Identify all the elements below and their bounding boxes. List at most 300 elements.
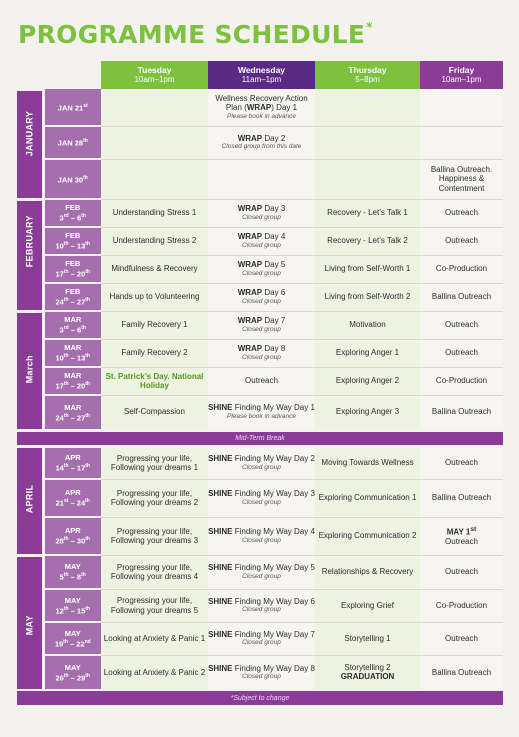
thursday-session [315,255,420,283]
friday-session [420,89,503,126]
friday-session [420,589,503,622]
ordinal-suffix: th [85,412,90,419]
date-cell [43,555,101,589]
header-friday: Friday 10am–1pm [420,61,503,89]
schedule-row [17,622,503,655]
text: – 20 [68,381,86,391]
friday-session [420,395,503,430]
text: Co-Production [435,376,488,386]
schedule-row [17,89,503,126]
friday-session [420,367,503,395]
tuesday-session [101,339,208,367]
wednesday-session [208,517,315,555]
month-label [17,89,43,199]
schedule-row [17,395,503,430]
thursday-session [315,311,420,339]
text: FEBRUARY [24,215,35,268]
ordinal-suffix: th [85,381,90,388]
schedule-row [17,283,503,311]
ordinal-suffix: th [85,672,90,679]
text: WRAP [237,133,263,143]
text: JAN 30 [57,175,84,185]
tuesday-session [101,311,208,339]
wednesday-session [208,159,315,199]
text: JAN 28 [57,138,84,148]
text: SHINE [208,489,233,499]
friday-session [420,655,503,690]
text: WRAP [237,288,263,298]
text: Finding My Way Day 5 [232,563,315,573]
text: MAR [64,343,82,353]
footnote [17,690,503,705]
tuesday-session [101,622,208,655]
text: Closed group [242,498,281,506]
wednesday-session [208,655,315,690]
text: St. Patrick’s Day. National Holiday [105,371,204,390]
tuesday-session [101,89,208,126]
date-cell [43,517,101,555]
wednesday-session [208,227,315,255]
friday-session [420,339,503,367]
text: Closed group [242,673,281,680]
text: Closed group [242,325,281,333]
date-cell [43,655,101,690]
text: MAY [64,662,81,672]
text: WRAP [237,316,263,326]
date-cell [43,227,101,255]
text: – 22 [67,639,85,649]
text: Finding My Way Day 1 [232,403,315,413]
tuesday-session [101,126,208,159]
text: Outreach [445,567,478,577]
text: – 29 [68,673,86,683]
friday-session [420,517,503,555]
text: APR [64,453,81,462]
text: WRAP [237,260,263,270]
thursday-session [315,622,420,655]
ordinal-suffix: th [63,605,69,612]
header-tuesday: Tuesday 10am–1pm [101,61,208,89]
wednesday-session [208,555,315,589]
wednesday-session [208,126,315,159]
friday-session [420,227,503,255]
text: Progressing your life, Following your dreams 2 [110,488,199,507]
friday-session [420,311,503,339]
text: MAY [64,562,81,572]
text: Co-Production [435,600,488,610]
friday-session [420,159,503,199]
thursday-session [315,339,420,367]
text: Closed group [242,572,281,580]
text: MAR [64,315,82,325]
ordinal-suffix: th [83,138,88,145]
month-label [17,555,43,690]
ordinal-suffix: st [63,498,69,505]
mid-term-break [17,430,503,446]
ordinal-suffix: th [63,463,69,469]
text: SHINE [208,403,233,413]
text: Recovery - Let’s Talk 2 [327,236,408,246]
text: 24 [55,413,64,422]
text: Closed group [242,297,281,305]
friday-session [420,199,503,227]
text: Ballina Outreach. Happiness & Contentment [430,164,493,193]
text: 17 [55,381,64,391]
text: Finding My Way Day 6 [232,596,315,606]
date-cell [43,446,101,479]
text: – 27 [68,413,86,422]
friday-session [420,283,503,311]
thursday-session [315,555,420,589]
text: – 17 [68,463,86,473]
tuesday-session [101,589,208,622]
date-cell [43,126,101,159]
ordinal-suffix: th [63,412,69,419]
text: SHINE [208,527,233,537]
text: MAR [64,402,82,412]
ordinal-suffix: st [83,102,88,109]
text: WRAP [237,344,263,354]
text: GRADUATION [340,672,395,682]
text: APR [64,526,81,536]
text: MAY [64,595,81,605]
text: Looking at Anxiety & Panic 1 [103,633,206,643]
text: 10 [55,241,64,251]
ordinal-suffix: th [81,325,86,332]
ordinal-suffix: th [85,536,90,543]
ordinal-suffix: th [63,241,69,248]
ordinal-suffix: th [63,381,69,388]
schedule-row [17,367,503,395]
date-cell [43,89,101,126]
tuesday-session [101,517,208,555]
text: – 20 [68,269,86,279]
text: APR [64,488,81,498]
tuesday-session [101,199,208,227]
text: 17 [55,269,64,279]
date-cell [43,589,101,622]
schedule-row [17,339,503,367]
date-cell [43,283,101,311]
text: Day 3 [262,204,286,214]
thursday-session [315,159,420,199]
wednesday-session [208,622,315,655]
schedule-row [17,446,503,479]
wednesday-session [208,479,315,517]
schedule-row [17,555,503,589]
text: Day 6 [262,288,286,298]
tuesday-session [101,159,208,199]
tuesday-session [101,446,208,479]
text: March [24,354,35,383]
ordinal-suffix: rd [63,213,69,220]
thursday-session [315,283,420,311]
ordinal-suffix: th [63,536,69,543]
ordinal-suffix: th [63,269,69,276]
thursday-session [315,199,420,227]
text: Moving Towards Wellness [321,458,414,468]
schedule-row [17,517,503,555]
text: 3 [59,213,64,223]
thursday-session [315,446,420,479]
ordinal-suffix: th [85,463,90,469]
friday-session [420,126,503,159]
text: MAY 1 [446,527,471,537]
text: Outreach [445,236,478,246]
text: 10 [55,353,64,363]
friday-session [420,479,503,517]
month-label [17,199,43,311]
friday-session [420,622,503,655]
text: Outreach [445,208,478,218]
page-title: PROGRAMME SCHEDULE* [18,20,373,49]
text: SHINE [208,629,233,639]
text: Exploring Anger 3 [335,407,400,417]
text: Please book in advance [226,412,297,420]
date-cell [43,199,101,227]
schedule-row [17,255,503,283]
text: Storytelling 2 [344,662,391,672]
thursday-session [315,89,420,126]
ordinal-suffix: th [85,297,90,304]
thursday-session [315,395,420,430]
text: Progressing your life, Following your dreams 5 [110,596,199,615]
thursday-session [315,367,420,395]
text: Day 7 [262,316,286,326]
text: 24 [55,297,64,307]
ordinal-suffix: th [85,353,90,360]
ordinal-suffix: th [85,269,90,276]
tuesday-session [101,255,208,283]
text: 12 [55,606,64,616]
text: 19 [54,639,64,649]
text: Outreach [445,633,478,643]
text: SHINE [208,563,233,573]
text: Closed group [242,639,281,647]
schedule-row [17,311,503,339]
date-cell [43,311,101,339]
text: – 27 [68,297,86,307]
text: Hands up to Volunteering [109,292,200,302]
wednesday-session [208,367,315,395]
wednesday-session [208,446,315,479]
date-cell [43,339,101,367]
text: Ballina Outreach [431,667,492,677]
text: Please book in advance [226,112,297,120]
ordinal-suffix: th [85,605,90,612]
text: 26 [55,673,64,683]
text: SHINE [208,454,233,464]
thursday-session [315,655,420,690]
text: 28 [55,536,64,546]
text: Exploring Anger 2 [335,376,400,386]
ordinal-suffix: nd [84,638,91,645]
text: JAN 21 [57,103,84,113]
wednesday-session [208,255,315,283]
friday-session [420,255,503,283]
text: Progressing your life, Following your dreams 1 [110,453,199,472]
schedule-row [17,159,503,199]
tuesday-session [101,395,208,430]
text: Closed group [242,269,281,277]
friday-session [420,555,503,589]
text: SHINE [208,663,233,673]
text: Progressing your life, Following your dreams 4 [110,562,199,581]
ordinal-suffix: th [63,297,69,304]
text: FEB [65,203,81,213]
header-thursday: Thursday 5–8pm [315,61,420,89]
text: – 8 [68,572,82,582]
text: Ballina Outreach [431,407,492,417]
text: Wellness Recovery Action Plan (WRAP) Day 1 [215,93,308,113]
text: 14 [55,463,64,473]
text: Family Recovery 1 [121,320,188,330]
tuesday-session [101,479,208,517]
thursday-session [315,589,420,622]
date-cell [43,395,101,430]
ordinal-suffix: th [85,498,90,505]
text: Looking at Anxiety & Panic 2 [103,667,206,677]
schedule-row [17,655,503,690]
text: MAR [64,371,82,381]
schedule-row [17,227,503,255]
text: Finding My Way Day 4 [232,527,315,537]
text: Closed group [242,241,281,249]
text: Recovery - Let’s Talk 1 [327,208,408,218]
ordinal-suffix: th [63,672,69,679]
text: 3 [59,325,64,335]
text: Closed group [242,606,281,614]
wednesday-session [208,589,315,622]
header-wednesday: Wednesday 11am–1pm [208,61,315,89]
text: Outreach [445,348,478,358]
text: Closed group [242,353,281,361]
date-cell [43,367,101,395]
text: Day 4 [262,232,286,242]
wednesday-session [208,395,315,430]
thursday-session [315,126,420,159]
text: FEB [65,287,81,297]
text: Exploring Grief [341,600,394,610]
thursday-session [315,479,420,517]
text: Motivation [349,320,386,330]
text: 5 [59,572,64,582]
tuesday-session [101,367,208,395]
text: – 13 [68,353,86,363]
text: Progressing your life, Following your dreams 3 [110,526,199,545]
ordinal-suffix: th [85,241,90,248]
wednesday-session [208,283,315,311]
text: Understanding Stress 1 [112,208,197,218]
schedule-row [17,126,503,159]
text: APRIL [24,484,35,513]
text: Outreach [445,537,478,547]
text: Exploring Communication 1 [318,493,417,503]
text: Family Recovery 2 [121,348,188,358]
ordinal-suffix: rd [63,325,69,332]
ordinal-suffix: th [81,213,86,220]
text: Exploring Communication 2 [318,531,417,541]
text: Day 8 [262,344,286,354]
text: – 15 [68,606,86,616]
text: 21 [55,498,64,508]
tuesday-session [101,555,208,589]
tuesday-session [101,655,208,690]
thursday-session [315,227,420,255]
date-cell [43,159,101,199]
text: – 6 [68,213,82,223]
text: Storytelling 1 [344,633,391,643]
text: Outreach [445,458,478,468]
text: Finding My Way Day 8 [232,663,315,673]
text: – 6 [68,325,82,335]
text: Mid-Term Break [235,434,285,442]
tuesday-session [101,227,208,255]
ordinal-suffix: th [63,572,69,579]
date-cell [43,255,101,283]
thursday-session [315,517,420,555]
text: FEB [65,259,81,269]
text: MAY [64,628,81,638]
ordinal-suffix: th [63,353,69,360]
text: Ballina Outreach [431,292,492,302]
text: Living from Self-Worth 1 [324,264,411,274]
text: Ballina Outreach [431,493,492,503]
text: Finding My Way Day 3 [232,489,315,499]
month-label [17,311,43,430]
text: MAY [24,614,35,635]
wednesday-session [208,311,315,339]
text: – 24 [68,498,86,508]
schedule-row [17,479,503,517]
schedule-row [17,589,503,622]
text: WRAP [237,232,263,242]
text: JANUARY [24,110,35,157]
text: Relationships & Recovery [321,567,414,577]
text: Exploring Anger 1 [335,348,400,358]
text: WRAP [237,204,263,214]
text: Self-Compassion [124,407,185,417]
text: Closed group from this date [221,143,302,151]
text: Closed group [242,213,281,221]
text: FEB [65,231,81,241]
text: Co-Production [435,264,488,274]
text: Finding My Way Day 2 [232,454,315,464]
text: Mindfulness & Recovery [111,264,198,274]
text: Outreach [445,320,478,330]
text: *Subject to change [230,694,290,702]
wednesday-session [208,199,315,227]
tuesday-session [101,283,208,311]
text: Living from Self-Worth 2 [324,292,411,302]
text: Day 2 [262,133,286,143]
text: Closed group [242,536,281,544]
programme-schedule-table [17,61,503,705]
text: Outreach [245,376,278,386]
date-cell [43,622,101,655]
ordinal-suffix: st [470,526,477,534]
ordinal-suffix: th [83,174,88,181]
text: – 30 [68,536,86,546]
ordinal-suffix: th [63,638,68,645]
friday-session [420,446,503,479]
text: Day 5 [262,260,286,270]
text: – 13 [68,241,86,251]
month-label [17,446,43,555]
text: SHINE [208,596,233,606]
date-cell [43,479,101,517]
text: Understanding Stress 2 [112,236,197,246]
